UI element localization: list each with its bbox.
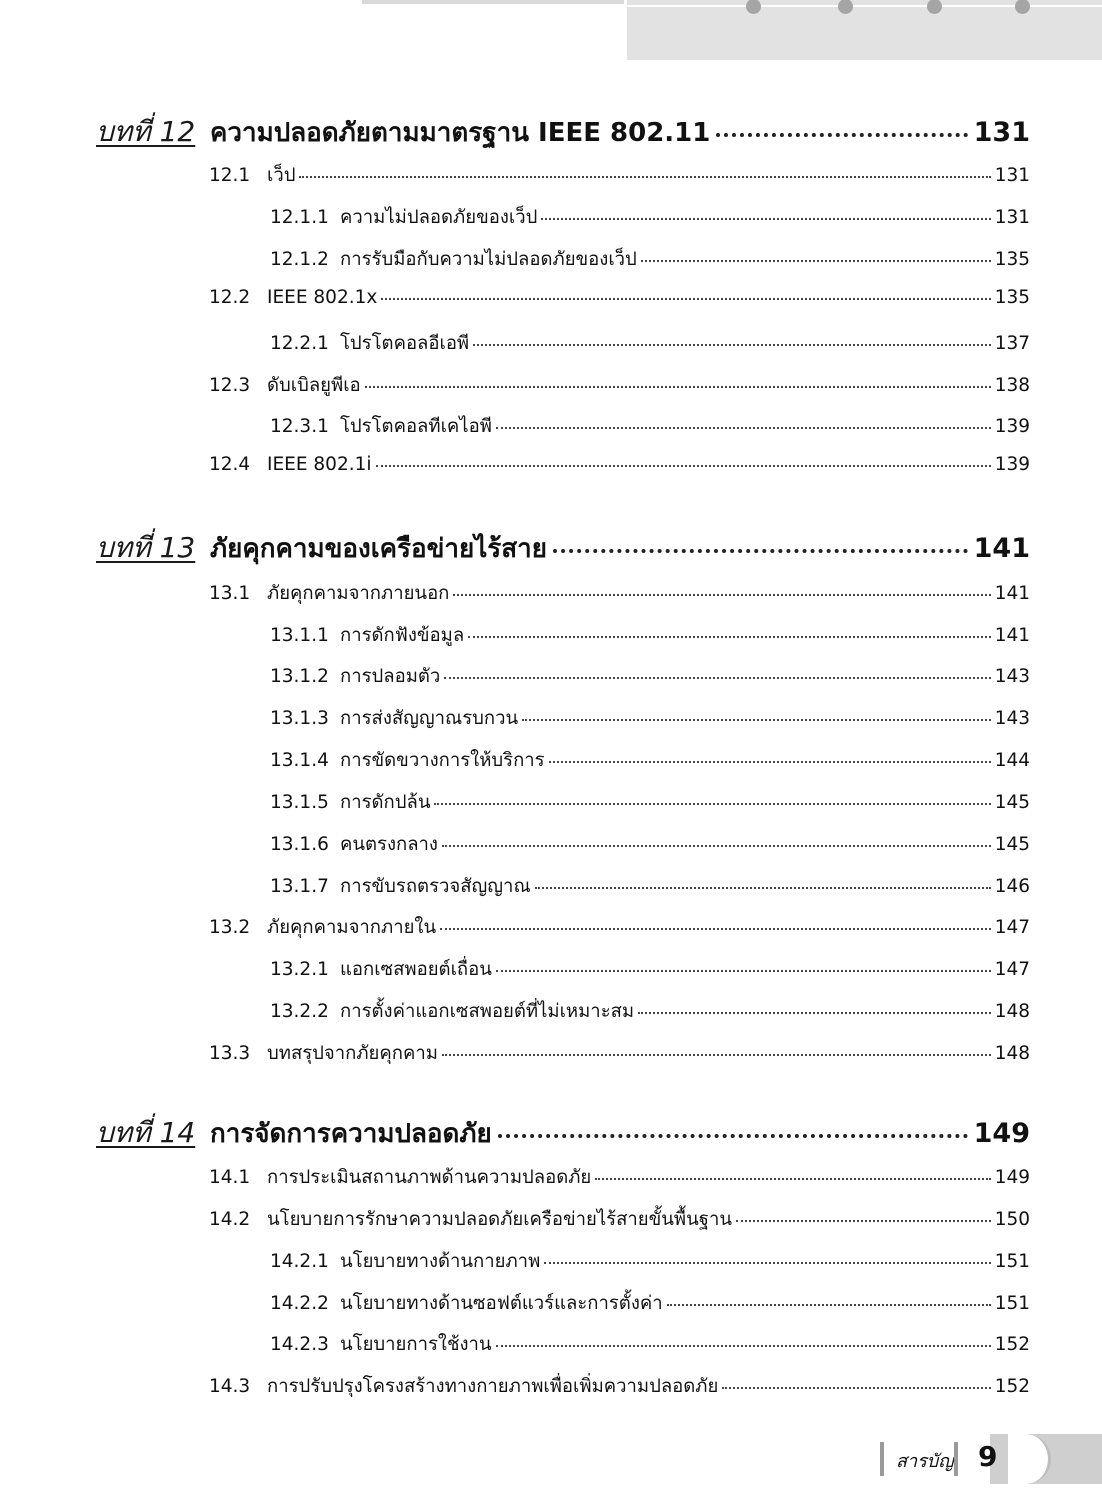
entry-page: 143 <box>994 666 1030 687</box>
toc-entry[interactable] <box>270 412 1030 442</box>
entry-number: 14.2.3 <box>270 1334 329 1355</box>
toc-entry[interactable] <box>209 161 1030 191</box>
dot-leader <box>365 386 991 388</box>
chapter-title: ภัยคุกคามของเครือข่ายไร้สาย <box>210 534 547 564</box>
dot-leader <box>549 761 991 763</box>
entry-title: การขัดขวางการให้บริการ <box>340 750 545 771</box>
chapter-heading[interactable] <box>96 1111 1030 1151</box>
entry-number: 13.1.4 <box>270 750 329 771</box>
entry-page: 138 <box>994 375 1030 396</box>
entry-title: การปรับปรุงโครงสร้างทางกายภาพเพื่อเพิ่มความปลอดภัย <box>267 1376 719 1397</box>
toc-entry[interactable] <box>270 329 1030 359</box>
toc-entry[interactable] <box>209 579 1030 609</box>
dot-leader <box>468 636 991 638</box>
entry-number: 13.2 <box>209 917 251 938</box>
entry-title: การดักฟังข้อมูล <box>340 625 465 646</box>
footer-page-number: 9 <box>978 1440 998 1473</box>
dot-leader <box>496 970 991 972</box>
entry-number: 12.4 <box>209 454 251 475</box>
entry-page: 144 <box>994 750 1030 771</box>
toc-entry[interactable] <box>209 287 1030 317</box>
toc-entry[interactable] <box>270 1289 1030 1319</box>
entry-title: นโยบายทางด้านกายภาพ <box>340 1251 541 1272</box>
entry-number: 13.1.1 <box>270 625 329 646</box>
toc-entry[interactable] <box>209 1163 1030 1193</box>
entry-number: 12.1 <box>209 165 251 186</box>
toc-entry[interactable] <box>270 203 1030 233</box>
chapter-label: บทที่ 12 <box>96 115 196 148</box>
toc-entry[interactable] <box>270 788 1030 818</box>
entry-page: 146 <box>994 876 1030 897</box>
entry-page: 135 <box>994 287 1030 308</box>
entry-number: 13.1.7 <box>270 876 329 897</box>
entry-title: การรับมือกับความไม่ปลอดภัยของเว็ป <box>340 249 637 270</box>
toc-entry[interactable] <box>270 746 1030 776</box>
dot-leader <box>667 1304 991 1306</box>
entry-page: 152 <box>994 1376 1030 1397</box>
entry-title: การขับรถตรวจสัญญาณ <box>340 876 531 897</box>
toc-entry[interactable] <box>270 1330 1030 1360</box>
entry-number: 13.1.5 <box>270 792 329 813</box>
dot-leader <box>299 176 990 178</box>
entry-title: นโยบายการรักษาความปลอดภัยเครือข่ายไร้สายขั้นพื้นฐาน <box>267 1209 732 1230</box>
entry-page: 139 <box>994 454 1030 475</box>
dot-leader <box>453 594 990 596</box>
toc-entry[interactable] <box>270 830 1030 860</box>
entry-title: นโยบายทางด้านซอฟต์แวร์และการตั้งค่า <box>340 1293 663 1314</box>
entry-number: 12.3 <box>209 375 251 396</box>
toc-entry[interactable] <box>270 872 1030 902</box>
entry-page: 137 <box>994 333 1030 354</box>
header-dot <box>838 0 853 14</box>
entry-page: 139 <box>994 416 1030 437</box>
dot-leader <box>444 677 990 679</box>
entry-number: 14.2.2 <box>270 1293 329 1314</box>
entry-number: 13.1 <box>209 583 251 604</box>
dot-leader <box>440 928 991 930</box>
dot-leader <box>716 133 967 137</box>
entry-number: 13.1.2 <box>270 666 329 687</box>
toc-entry[interactable] <box>209 1205 1030 1235</box>
entry-page: 152 <box>994 1334 1030 1355</box>
dot-leader <box>722 1387 990 1389</box>
toc-entry[interactable] <box>270 662 1030 692</box>
toc-entry[interactable] <box>270 704 1030 734</box>
dot-leader <box>442 845 991 847</box>
dot-leader <box>641 260 991 262</box>
entry-title: IEEE 802.1i <box>267 454 372 475</box>
toc-entry[interactable] <box>209 371 1030 401</box>
dot-leader <box>434 803 990 805</box>
header-dot <box>746 0 761 14</box>
entry-page: 147 <box>994 917 1030 938</box>
entry-number: 13.1.3 <box>270 708 329 729</box>
toc-entry[interactable] <box>209 1372 1030 1402</box>
header-rail <box>627 5 1102 7</box>
footer-divider <box>880 1442 884 1476</box>
entry-number: 13.3 <box>209 1043 251 1064</box>
entry-page: 148 <box>994 1001 1030 1022</box>
entry-number: 12.1.1 <box>270 207 329 228</box>
entry-title: การปลอมตัว <box>340 666 441 687</box>
entry-number: 13.2.1 <box>270 959 329 980</box>
entry-page: 141 <box>994 625 1030 646</box>
dot-leader <box>736 1220 991 1222</box>
entry-title: การดักปล้น <box>340 792 431 813</box>
dot-leader <box>535 887 991 889</box>
entry-title: ความไม่ปลอดภัยของเว็ป <box>340 207 538 228</box>
dot-leader <box>553 549 968 553</box>
toc-entry[interactable] <box>270 621 1030 651</box>
dot-leader <box>638 1012 991 1014</box>
entry-number: 14.3 <box>209 1376 251 1397</box>
entry-page: 143 <box>994 708 1030 729</box>
page-footer <box>880 1434 1102 1484</box>
entry-number: 12.1.2 <box>270 249 329 270</box>
entry-number: 14.2.1 <box>270 1251 329 1272</box>
dot-leader <box>442 1054 991 1056</box>
entry-title: นโยบายการใช้งาน <box>340 1334 492 1355</box>
entry-title: โปรโตคอลทีเคไอพี <box>340 416 492 437</box>
entry-page: 150 <box>994 1209 1030 1230</box>
entry-number: 12.3.1 <box>270 416 329 437</box>
entry-title: IEEE 802.1x <box>267 287 378 308</box>
entry-number: 12.2 <box>209 287 251 308</box>
chapter-title: การจัดการความปลอดภัย <box>210 1119 492 1149</box>
entry-title: ภัยคุกคามจากภายนอก <box>267 583 450 604</box>
dot-leader <box>498 1134 968 1138</box>
toc-entry[interactable] <box>209 913 1030 943</box>
chapter-page: 131 <box>973 117 1030 148</box>
entry-title: บทสรุปจากภัยคุกคาม <box>267 1043 438 1064</box>
entry-number: 13.1.6 <box>270 834 329 855</box>
dot-leader <box>376 465 991 467</box>
dot-leader <box>595 1178 990 1180</box>
entry-page: 145 <box>994 792 1030 813</box>
dot-leader <box>541 218 990 220</box>
entry-title: การประเมินสถานภาพด้านความปลอดภัย <box>267 1167 592 1188</box>
entry-title: โปรโตคอลอีเอพี <box>340 333 470 354</box>
entry-page: 135 <box>994 249 1030 270</box>
header-rule <box>362 0 624 4</box>
entry-title: เว็ป <box>267 165 296 186</box>
chapter-label: บทที่ 13 <box>96 531 196 564</box>
entry-number: 14.2 <box>209 1209 251 1230</box>
chapter-heading[interactable] <box>96 110 1030 150</box>
header-dot <box>927 0 942 14</box>
chapter-heading[interactable] <box>96 526 1030 566</box>
dot-leader <box>496 1345 991 1347</box>
dot-leader <box>544 1262 990 1264</box>
header-dot <box>1015 0 1030 14</box>
entry-title: การตั้งค่าแอกเซสพอยต์ที่ไม่เหมาะสม <box>340 1001 635 1022</box>
entry-page: 145 <box>994 834 1030 855</box>
entry-page: 131 <box>994 207 1030 228</box>
entry-title: ดับเบิลยูพีเอ <box>267 375 361 396</box>
entry-page: 151 <box>994 1293 1030 1314</box>
entry-page: 131 <box>994 165 1030 186</box>
entry-page: 151 <box>994 1251 1030 1272</box>
footer-section-label: สารบัญ <box>896 1451 954 1472</box>
dot-leader <box>522 719 991 721</box>
toc-entry[interactable] <box>270 245 1030 275</box>
entry-title: แอกเซสพอยต์เถื่อน <box>340 959 492 980</box>
entry-title: การส่งสัญญาณรบกวน <box>340 708 519 729</box>
chapter-page: 141 <box>973 533 1030 564</box>
toc-entry[interactable] <box>209 454 1030 484</box>
toc-entry[interactable] <box>209 1039 1030 1069</box>
entry-title: ภัยคุกคามจากภายใน <box>267 917 437 938</box>
entry-number: 14.1 <box>209 1167 251 1188</box>
dot-leader <box>473 344 991 346</box>
dot-leader <box>496 427 991 429</box>
toc-entry[interactable] <box>270 955 1030 985</box>
toc-entry[interactable] <box>270 997 1030 1027</box>
entry-page: 141 <box>994 583 1030 604</box>
entry-page: 149 <box>994 1167 1030 1188</box>
entry-page: 148 <box>994 1043 1030 1064</box>
chapter-page: 149 <box>973 1118 1030 1149</box>
toc-entry[interactable] <box>270 1247 1030 1277</box>
footer-divider <box>954 1442 958 1476</box>
dot-leader <box>381 298 990 300</box>
chapter-title: ความปลอดภัยตามมาตรฐาน IEEE 802.11 <box>210 118 711 148</box>
entry-number: 12.2.1 <box>270 333 329 354</box>
entry-page: 147 <box>994 959 1030 980</box>
header-decoration <box>627 0 1102 60</box>
entry-number: 13.2.2 <box>270 1001 329 1022</box>
chapter-label: บทที่ 14 <box>96 1116 196 1149</box>
entry-title: คนตรงกลาง <box>340 834 438 855</box>
